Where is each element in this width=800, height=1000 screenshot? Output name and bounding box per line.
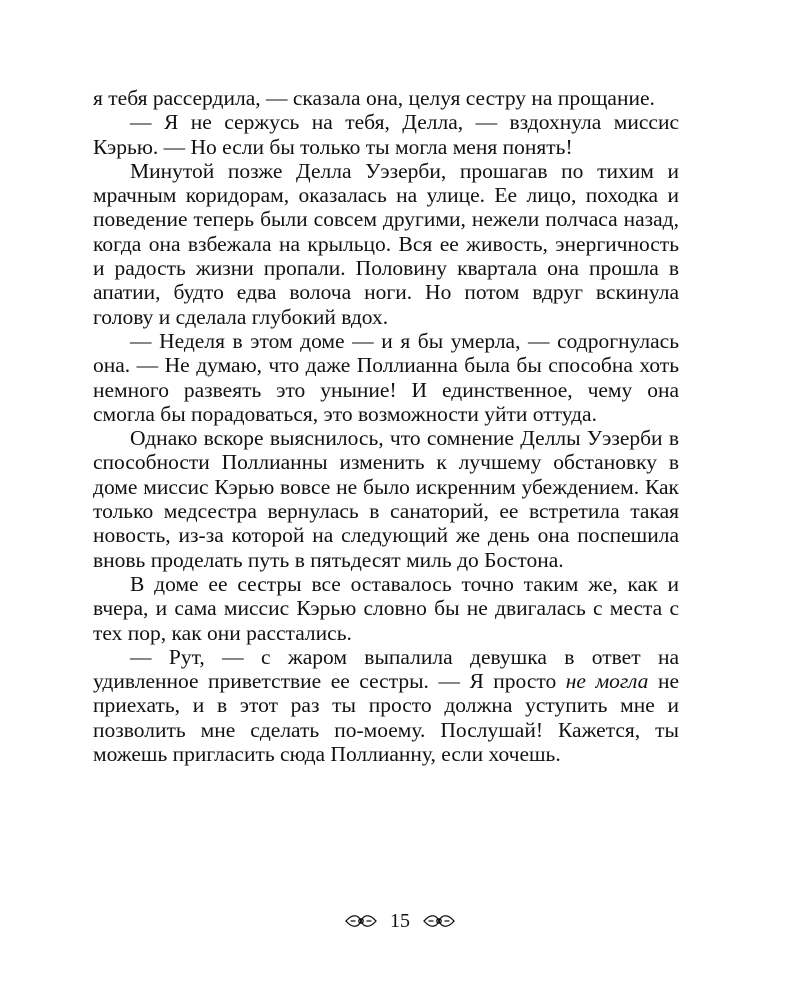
floral-ornament-icon xyxy=(422,910,456,932)
paragraph: Минутой позже Делла Уэзерби, прошагав по тихим и мрачным коридорам, оказалась на улице. Ее лицо, походка и поведение теперь были совсем другими, нежели полчаса назад, когда она взбежала на крыльцо. Вся ее живость, энергичность и радость жизни пропали. Половину квартала она прошла в апатии, будто едва волоча ноги. Но потом вдруг вскинула голову и сделала глубокий вдох. xyxy=(93,158,679,329)
paragraph xyxy=(93,645,679,766)
paragraph: — Неделя в этом доме — и я бы умерла, — содрогнулась она. — Не думаю, что даже Поллианна была бы способна хоть немного развеять это уныние! И единственное, чему она смогла бы порадоваться, это возможности уйти оттуда. xyxy=(93,328,679,426)
page-number: 15 xyxy=(390,910,410,932)
paragraph: — Я не сержусь на тебя, Делла, — вздохнула миссис Кэрью. — Но если бы только ты могла меня понять! xyxy=(93,110,679,159)
paragraph: В доме ее сестры все оставалось точно таким же, как и вчера, и сама миссис Кэрью словно бы не двигалась с места с тех пор, как они расстались. xyxy=(93,571,679,645)
italic-emphasis: не могла xyxy=(565,669,649,694)
paragraph-text: — Рут, — с жаром выпалила девушка в ответ на удивленное приветствие ее сестры. — Я просто xyxy=(93,644,679,694)
page-body-text xyxy=(93,86,679,766)
paragraph-text: не приехать, и в этот раз ты просто должна уступить мне и позволить мне сделать по-моему. Послушай! Кажется, ты можешь пригласить сюда Поллианну, если хочешь. xyxy=(93,669,679,767)
page-footer xyxy=(0,906,800,936)
floral-ornament-icon xyxy=(344,910,378,932)
paragraph: я тебя рассердила, — сказала она, целуя сестру на прощание. xyxy=(93,86,655,110)
paragraph: Однако вскоре выяснилось, что сомнение Деллы Уэзерби в способности Поллианны изменить к лучшему обстановку в доме миссис Кэрью вовсе не было искренним убеждением. Как только медсестра вернулась в санаторий, ее встретила такая новость, из-за которой на следующий же день она поспешила вновь проделать путь в пятьдесят миль до Бостона. xyxy=(93,426,679,572)
